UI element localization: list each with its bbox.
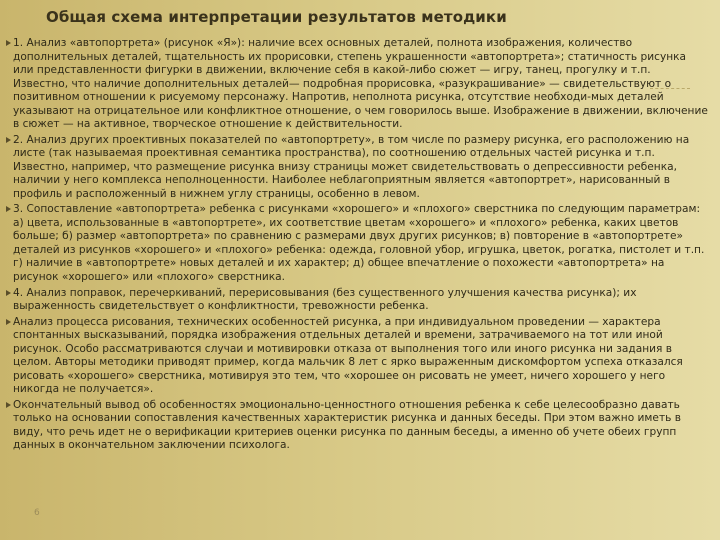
list-item-text: 2. Анализ других проективных показателей по «автопортрету», в том числе по размеру рисунка, его расположению на листе (так называемая проективная семантика пространства), по соотношению отдельных частей рисунка и т.п. Известно, например, что размещение рисунка внизу страницы может свидетельствовать о депрессивности ребенка, наличии у него комплекса неполноценности. Наиболее неблагоприятным является «автопортрет», нарисованный в профиль и расположенный в нижнем углу страницы, особенно в левом. [13,133,690,200]
slide-number: 6 [34,508,40,518]
list-item-text: 1. Анализ «автопортрета» (рисунок «Я»): наличие всех основных деталей, полнота изображения, количество дополнительных деталей, тщательность их прорисовки, степень украшенности «автопортрета»; статичность рисунка или представленности фигурки в движении, включение себя в какой-либо сюжет — игру, танец, прогулку и т.п. Известно, что наличие дополнительных деталей— подробная прорисовка, «разукрашивание» — свидетельствуют о позитивном отношении к рисуемому персонажу. Напротив, неполнота рисунка, отсутствие необходи-мых деталей указывают на отрицательное или конфликтное отношение, о чем говорилось выше. Изображение в движении, включение в сюжет — на активное, творческое отношение к действительности. [13,37,708,130]
list-item [6,203,708,284]
slide-title: Общая схема интерпретации результатов методики [46,8,507,26]
list-item-text: Окончательный вывод об особенностях эмоционально-ценностного отношения ребенка к себе целесообразно давать только на основании сопоставления качественных характеристик рисунка и данных беседы. При этом важно иметь в виду, что речь идет не о верификации критериев оценки рисунка по данным беседы, а именно об учете обеих групп данных в окончательном заключении психолога. [13,398,681,452]
triangle-bullet-icon [6,206,11,212]
list-item [6,37,708,132]
triangle-bullet-icon [6,402,11,408]
list-item-text: Анализ процесса рисования, технических особенностей рисунка, а при индивидуальном проведении — характера спонтанных высказываний, порядка изображения отдельных деталей и времени, затрачиваемого на тот или иной рисунок. Особо рассматриваются случаи и мотивировки отказа от выполнения того или иного рисунка ни задания в целом. Авторы методики приводят пример, когда мальчик 8 лет с ярко выраженным дискомфортом успеха отказался рисовать «хорошего» сверстника, мотивируя это тем, что «хорошее он рисовать не умеет, ничего хорошего у него никогда не получается». [13,315,683,396]
list-item [6,134,708,202]
triangle-bullet-icon [6,40,11,46]
list-item-text: 3. Сопоставление «автопортрета» ребенка с рисунками «хорошего» и «плохого» сверстника по следующим параметрам: а) цвета, использованные в «автопортрете», их соответствие цветам «хорошего» и «плохого» ребенка, каких цветов больше; б) размер «автопортрета» по сравнению с размерами двух других рисунков; в) повторение в «автопортрете» деталей из рисунков «хорошего» и «плохого» ребенка: одежда, головной убор, игрушка, цветок, рогатка, пистолет и т.п. г) наличие в «автопортрете» новых деталей и их характер; д) общее впечатление о похожести «автопортрета» на рисунок «хорошего» или «плохого» сверстника. [13,203,705,283]
triangle-bullet-icon [6,137,11,143]
bullet-list [6,37,708,455]
triangle-bullet-icon [6,319,11,325]
list-item-text: 4. Анализ поправок, перечеркиваний, перерисовывания (без существенного улучшения качества рисунка); их выраженность свидетельствует о конфликтности, тревожности ребенка. [13,286,637,313]
list-item [6,287,708,314]
triangle-bullet-icon [6,290,11,296]
decorative-dash [650,88,690,89]
list-item [6,399,708,453]
list-item [6,316,708,397]
